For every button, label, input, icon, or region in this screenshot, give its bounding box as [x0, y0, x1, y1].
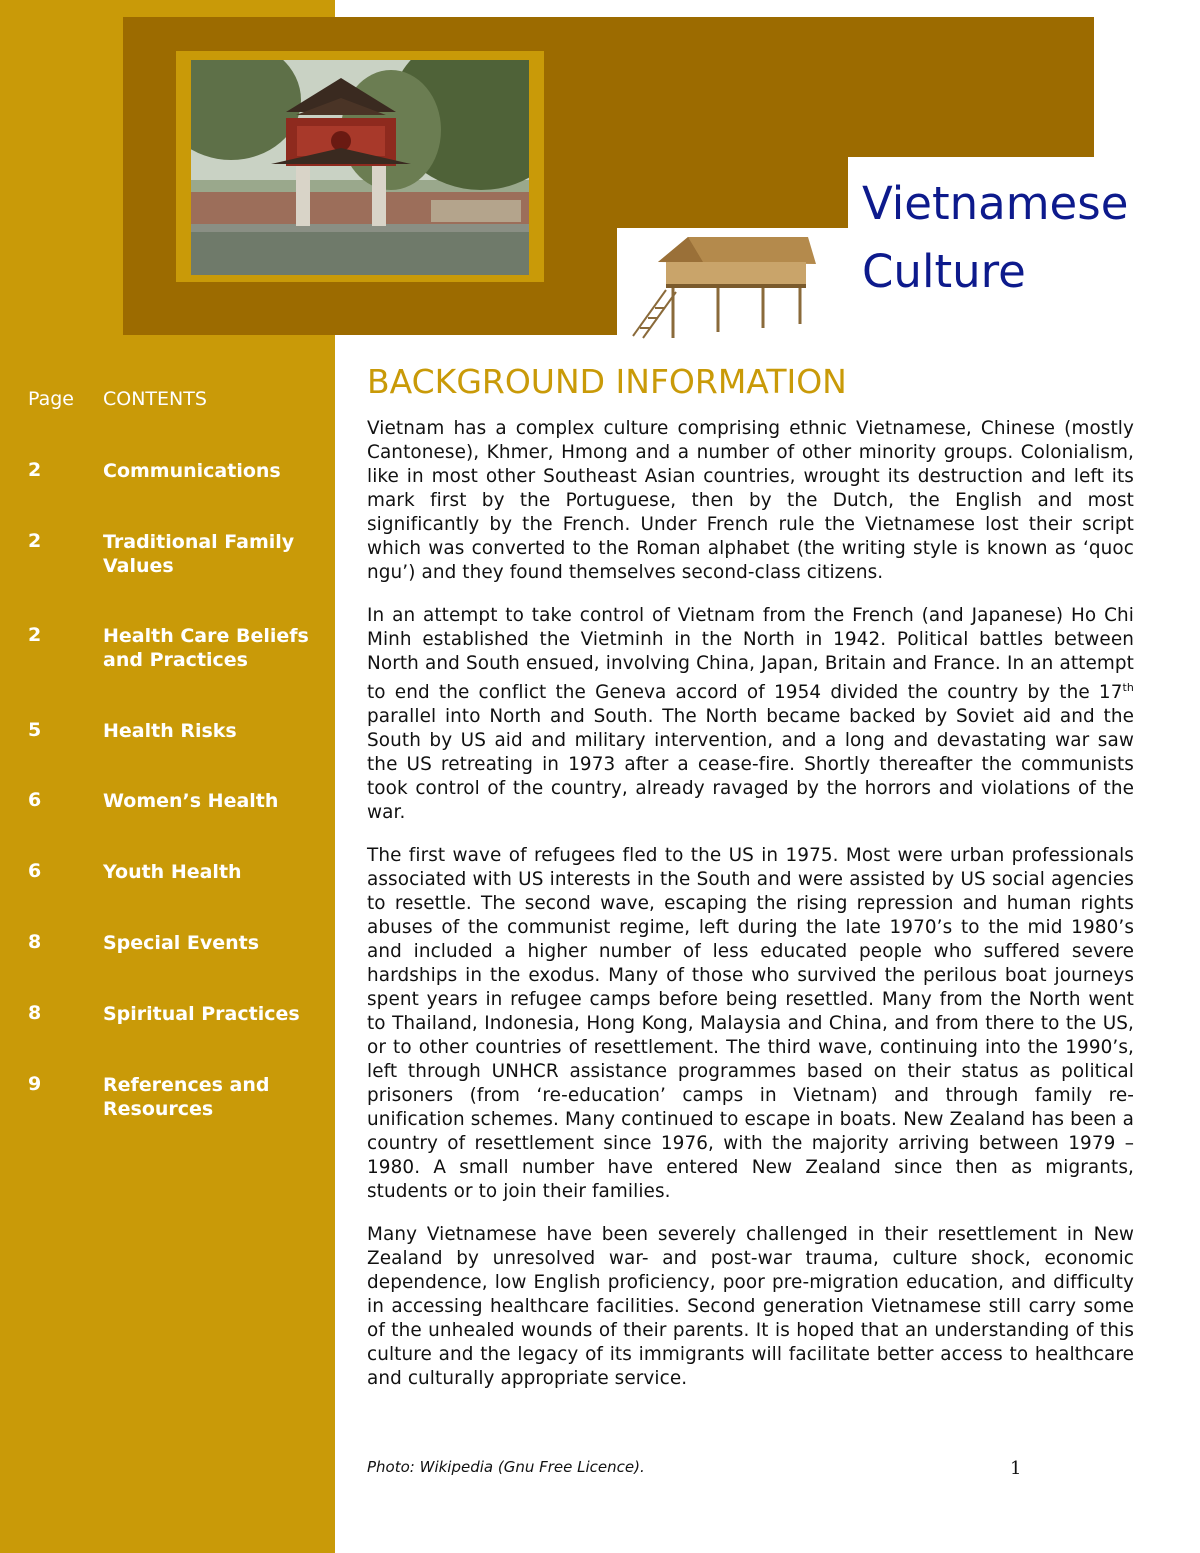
main-content — [367, 362, 1134, 1410]
paragraph-2-part-2: parallel into North and South. The North became backed by Soviet aid and the South by US aid and military intervention, and a long and devastating war saw the US retreating in 1973 after a cease-fire. Shortly thereafter the communists took control of the country, already ravaged by the horrors and violations of the war. — [367, 706, 1134, 824]
document-title — [862, 170, 1128, 306]
paragraph-4: Many Vietnamese have been severely challenged in their resettlement in New Zealand by unresolved war- and post-war trauma, culture shock, economic dependence, low English proficiency, poor pre-migration education, and difficulty in accessing healthcare facilities. Second generation Vietnamese still carry some of the unhealed wounds of their parents. It is hoped that an understanding of this culture and the legacy of its immigrants will facilitate better access to healthcare and culturally appropriate service. — [367, 1224, 1134, 1390]
paragraph-1: Vietnam has a complex culture comprising ethnic Vietnamese, Chinese (mostly Cantonese), Khmer, Hmong and a number of other minority groups. Colonialism, like in most other Southeast Asian countries, wrought its destruction and left its mark first by the Portuguese, then by the Dutch, the English and most significantly by the French. Under French rule the Vietnamese lost their script which was converted to the Roman alphabet (the writing style is known as ‘quoc ngu’) and they found themselves second-class citizens. — [367, 418, 1134, 583]
toc-item-label: Women’s Health — [103, 790, 279, 812]
temple-photo — [191, 60, 529, 275]
toc-item-page: 2 — [28, 459, 42, 481]
section-heading: BACKGROUND INFORMATION — [367, 362, 847, 401]
toc-contents-header: CONTENTS — [103, 388, 207, 410]
toc-header — [28, 388, 207, 410]
toc-item-label: Health Risks — [103, 720, 237, 742]
toc-item-label: Special Events — [103, 932, 260, 954]
paragraph-2 — [367, 604, 1134, 825]
toc-item-page: 8 — [28, 931, 42, 953]
page-number: 1 — [1010, 1458, 1022, 1479]
stilt-house-illustration — [628, 232, 818, 342]
toc-item-label: Spiritual Practices — [103, 1003, 300, 1025]
toc-item-page: 2 — [28, 624, 42, 646]
toc-item-page: 5 — [28, 719, 42, 741]
toc-item-label: References and Resources — [103, 1074, 270, 1120]
toc-item-label: Youth Health — [103, 861, 242, 883]
toc-item-page: 8 — [28, 1002, 42, 1024]
title-line-2: Culture — [862, 245, 1026, 298]
toc-page-header: Page — [28, 388, 74, 410]
paragraph-3: The first wave of refugees fled to the US in 1975. Most were urban professionals associated with US interests in the South and were assisted by US social agencies to resettle. The second wave, escaping the rising repression and human rights abuses of the communist regime, left during the late 1970’s to the mid 1980’s and included a higher number of less educated people who suffered severe hardships in the exodus. Many of those who survived the perilous boat journeys spent years in refugee camps before being resettled. Many from the North went to Thailand, Indonesia, Hong Kong, Malaysia and China, and from there to the US, or to other countries of resettlement. The third wave, continuing into the 1990’s, left through UNHCR assistance programmes based on their status as political prisoners (from ‘re-education’ camps in Vietnam) and through family re-unification schemes. Many continued to escape in boats. New Zealand has been a country of resettlement since 1976, with the majority arriving between 1979 – 1980. A small number have entered New Zealand since then as migrants, students or to join their families. — [367, 845, 1134, 1203]
photo-caption: Photo: Wikipedia (Gnu Free Licence). — [367, 1458, 645, 1476]
toc-item-label: Traditional Family Values — [103, 531, 295, 577]
toc-item-label: Communications — [103, 460, 281, 482]
toc-item-page: 6 — [28, 789, 42, 811]
toc-item-label: Health Care Beliefs and Practices — [103, 625, 309, 671]
toc-item-page: 6 — [28, 860, 42, 882]
ordinal-suffix: th — [1122, 681, 1134, 694]
paragraph-2-part-1: In an attempt to take control of Vietnam from the French (and Japanese) Ho Chi Minh established the Vietminh in the North in 1942. Political battles between North and South ensued, involving China, Japan, Britain and France. In an attempt to end the conflict the Geneva accord of 1954 divided the country by the 17 — [367, 605, 1134, 704]
title-line-1: Vietnamese — [862, 177, 1129, 230]
toc-item-page: 2 — [28, 530, 42, 552]
toc-item-page: 9 — [28, 1073, 42, 1095]
